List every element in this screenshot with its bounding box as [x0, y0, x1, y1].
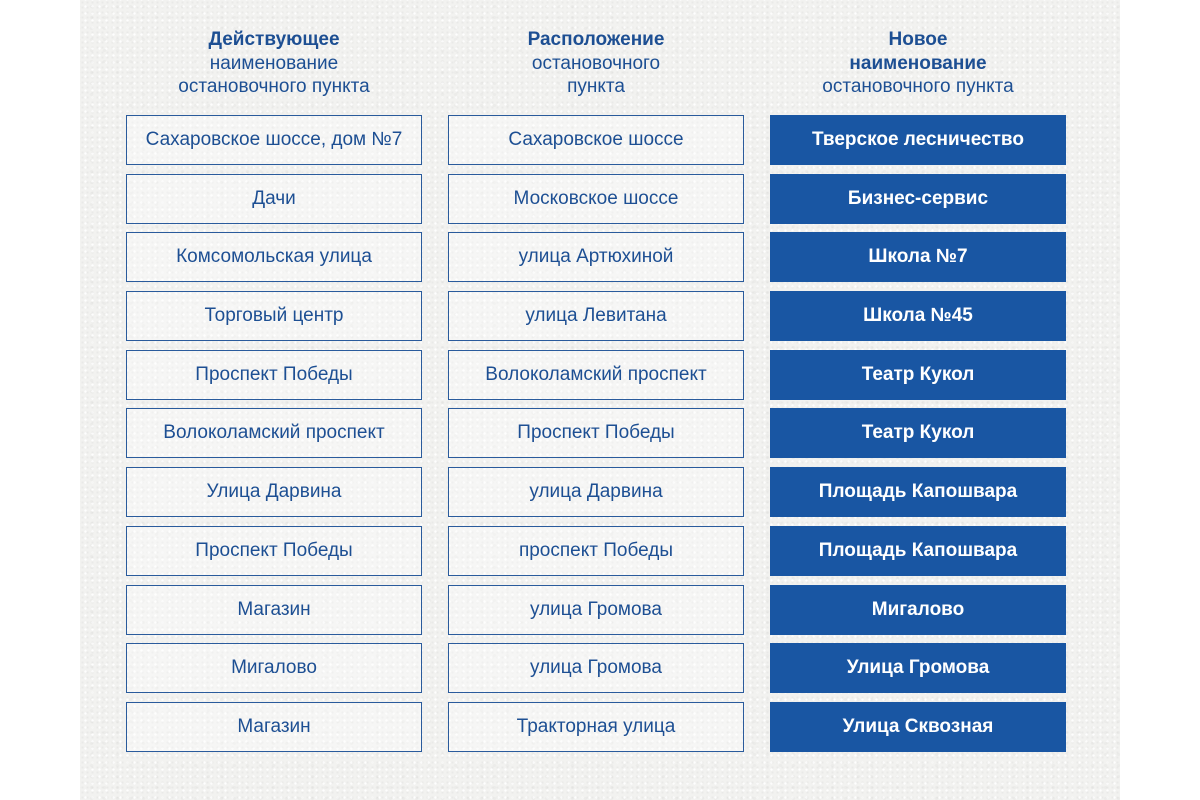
new-name-cell: Театр Кукол: [770, 408, 1066, 458]
current-name-cell: Сахаровское шоссе, дом №7: [126, 115, 422, 165]
current-name-cell: Проспект Победы: [126, 526, 422, 576]
new-name-cell: Мигалово: [770, 585, 1066, 635]
new-name-cell: Школа №45: [770, 291, 1066, 341]
textured-background: [80, 0, 1120, 800]
location-cell: улица Артюхиной: [448, 232, 744, 282]
new-name-cell: Бизнес-сервис: [770, 174, 1066, 224]
bus-stop-rename-table: [126, 0, 1066, 800]
current-name-cell: Мигалово: [126, 643, 422, 693]
location-cell: Московское шоссе: [448, 174, 744, 224]
current-name-cell: Дачи: [126, 174, 422, 224]
new-name-cell: Тверское лесничество: [770, 115, 1066, 165]
current-name-cell: Волоколамский проспект: [126, 408, 422, 458]
current-name-list: [126, 115, 422, 761]
current-name-cell: Улица Дарвина: [126, 467, 422, 517]
new-name-cell: Площадь Капошвара: [770, 467, 1066, 517]
header-line: пункта: [567, 76, 625, 97]
new-name-cell: Площадь Капошвара: [770, 526, 1066, 576]
location-cell: Тракторная улица: [448, 702, 744, 752]
current-name-cell: Магазин: [126, 702, 422, 752]
location-cell: Проспект Победы: [448, 408, 744, 458]
current-name-cell: Комсомольская улица: [126, 232, 422, 282]
header-line: остановочного пункта: [178, 76, 370, 97]
new-name-cell: Улица Сквозная: [770, 702, 1066, 752]
location-cell: улица Громова: [448, 585, 744, 635]
location-cell: Сахаровское шоссе: [448, 115, 744, 165]
new-name-cell: Улица Громова: [770, 643, 1066, 693]
new-name-cell: Школа №7: [770, 232, 1066, 282]
location-cell: улица Левитана: [448, 291, 744, 341]
new-name-list: [770, 115, 1066, 761]
header-title: Расположение: [527, 29, 665, 50]
header-title: Новое наименование: [849, 29, 987, 74]
current-name-cell: Проспект Победы: [126, 350, 422, 400]
current-name-cell: Торговый центр: [126, 291, 422, 341]
location-cell: улица Дарвина: [448, 467, 744, 517]
location-cell: улица Громова: [448, 643, 744, 693]
header-line: остановочного: [531, 52, 661, 74]
header-line: остановочного пункта: [822, 76, 1014, 97]
header-line: наименование: [209, 52, 339, 74]
column-header-current-name: [126, 28, 422, 104]
location-cell: Волоколамский проспект: [448, 350, 744, 400]
column-header-new-name: [770, 28, 1066, 104]
header-title: Действующее: [208, 29, 340, 50]
current-name-cell: Магазин: [126, 585, 422, 635]
new-name-cell: Театр Кукол: [770, 350, 1066, 400]
location-cell: проспект Победы: [448, 526, 744, 576]
column-header-location: [448, 28, 744, 104]
location-list: [448, 115, 744, 761]
